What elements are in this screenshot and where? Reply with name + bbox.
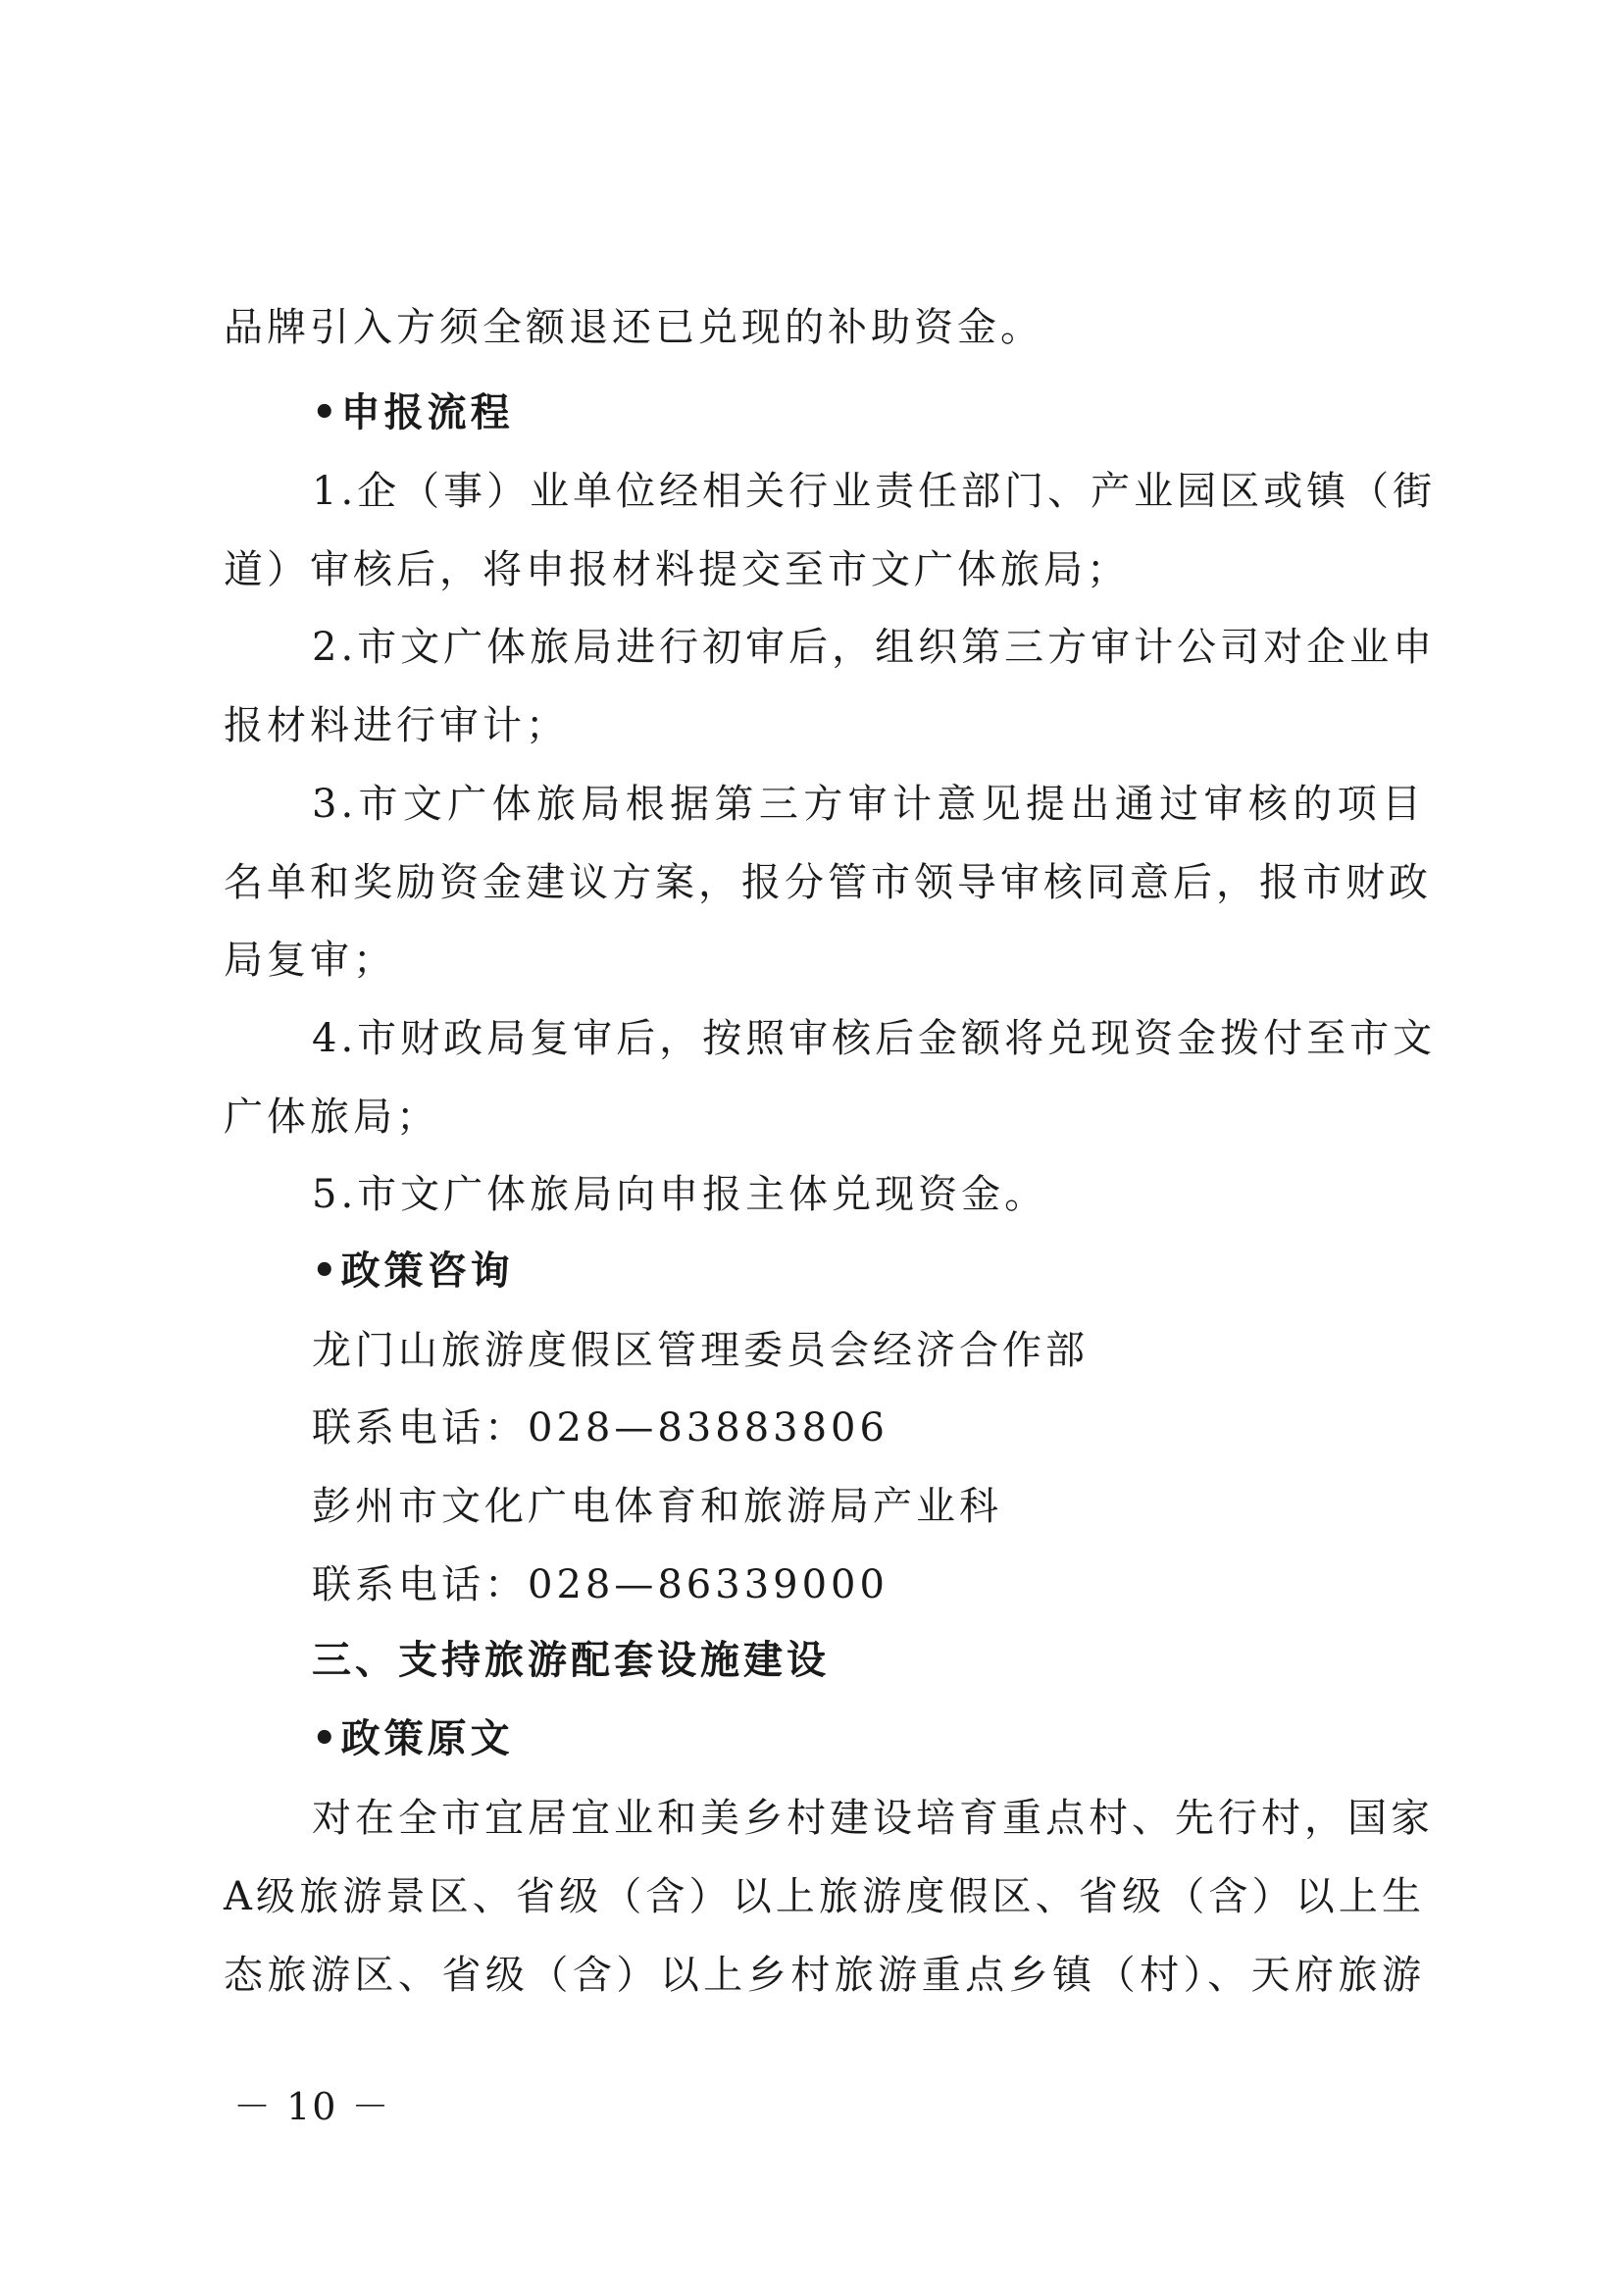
contact-dept-1: 龙门山旅游度假区管理委员会经济合作部 — [312, 1328, 1089, 1373]
section-heading-policy-consultation: •政策咨询 — [312, 1248, 514, 1294]
step-4-line-2: 广体旅局； — [224, 1095, 439, 1140]
page-number: － 10 － — [233, 2085, 391, 2128]
step-5-line: 5.市文广体旅局向申报主体兑现资金。 — [312, 1172, 1048, 1217]
section-heading-policy-text: •政策原文 — [312, 1716, 514, 1761]
step-3-line-1: 3.市文广体旅局根据第三方审计意见提出通过审核的项目 — [312, 782, 1425, 827]
section-heading-three: 三、支持旅游配套设施建设 — [312, 1638, 830, 1683]
step-1-line-2: 道）审核后，将申报材料提交至市文广体旅局； — [224, 547, 1130, 592]
policy-text-line-2: A级旅游景区、省级（含）以上旅游度假区、省级（含）以上生 — [224, 1874, 1425, 1919]
contact-phone-1: 联系电话：028—83883806 — [312, 1405, 888, 1451]
paragraph-line: 品牌引入方须全额退还已兑现的补助资金。 — [224, 305, 1043, 350]
step-3-line-3: 局复审； — [224, 938, 396, 983]
step-3-line-2: 名单和奖励资金建议方案，报分管市领导审核同意后，报市财政 — [224, 860, 1432, 905]
step-2-line-1: 2.市文广体旅局进行初审后，组织第三方审计公司对企业申 — [312, 625, 1437, 670]
contact-phone-2: 联系电话：028—86339000 — [312, 1562, 888, 1607]
step-1-line-1: 1.企（事）业单位经相关行业责任部门、产业园区或镇（街 — [312, 469, 1437, 514]
contact-dept-2: 彭州市文化广电体育和旅游局产业科 — [312, 1484, 1002, 1529]
step-2-line-2: 报材料进行审计； — [224, 703, 569, 748]
policy-text-line-1: 对在全市宜居宜业和美乡村建设培育重点村、先行村，国家 — [312, 1796, 1434, 1841]
step-4-line-1: 4.市财政局复审后，按照审核后金额将兑现资金拨付至市文 — [312, 1016, 1437, 1061]
section-heading-application-process: •申报流程 — [312, 390, 514, 435]
policy-text-line-3: 态旅游区、省级（含）以上乡村旅游重点乡镇（村）、天府旅游 — [224, 1953, 1425, 1998]
